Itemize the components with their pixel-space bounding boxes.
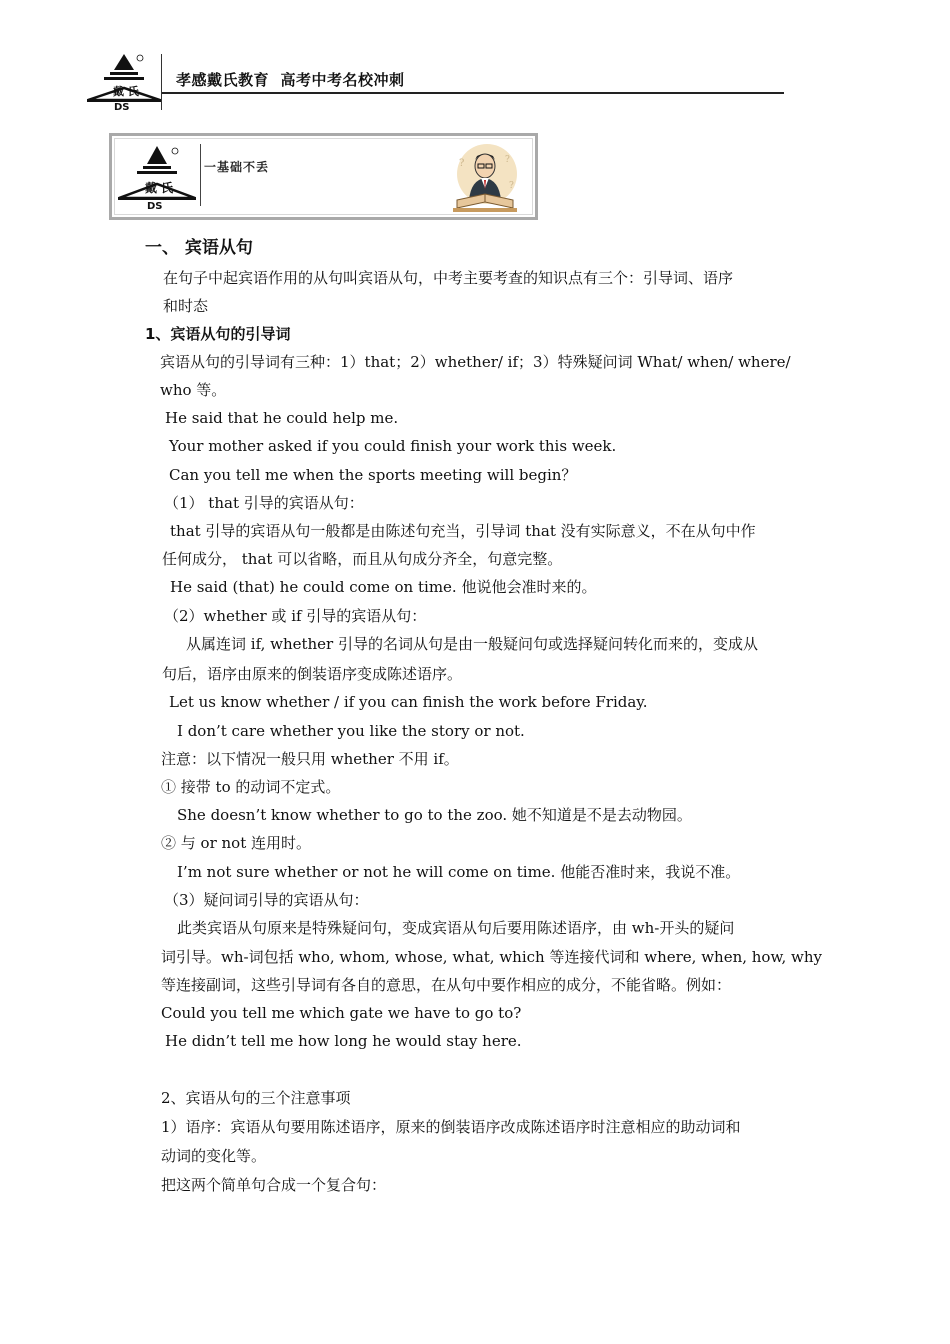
text-line: who 等。 bbox=[160, 381, 227, 399]
svg-text:?: ? bbox=[459, 158, 465, 169]
example-sentence: She doesn’t know whether to go to the zoo. 她不知道是不是去动物园。 bbox=[177, 806, 692, 824]
text-line: 词引导。wh-词包括 who, whom, whose, what, which 等连接代词和 where, when, how, why bbox=[161, 948, 823, 966]
example-sentence: He didn’t tell me how long he would stay here. bbox=[165, 1032, 522, 1050]
example-sentence: I don’t care whether you like the story or not. bbox=[177, 722, 525, 740]
text-line: （2）whether 或 if 引导的宾语从句： bbox=[164, 607, 427, 625]
text-line: 把这两个简单句合成一个复合句： bbox=[161, 1176, 387, 1194]
text-line: 动词的变化等。 bbox=[161, 1147, 267, 1165]
svg-text:戴 氏: 戴 氏 bbox=[113, 85, 139, 98]
text-line: 宾语从句的引导词有三种：1）that；2）whether/ if；3）特殊疑问词 What/ when/ where/ bbox=[160, 353, 791, 371]
example-sentence: Your mother asked if you could finish your work this week. bbox=[169, 437, 617, 455]
text-line: （1） that 引导的宾语从句： bbox=[164, 494, 364, 512]
text-line: 等连接副词，这些引导词有各自的意思，在从句中要作相应的成分，不能省略。例如： bbox=[161, 976, 732, 994]
text-line: 任何成分， that 可以省略，而且从句成分齐全，句意完整。 bbox=[162, 550, 563, 568]
subheading: 2、宾语从句的三个注意事项 bbox=[161, 1089, 351, 1107]
text-line: 在句子中起宾语作用的从句叫宾语从句，中考主要考查的知识点有三个：引导词、语序 bbox=[163, 269, 734, 287]
banner-divider bbox=[200, 144, 201, 206]
example-sentence: He said (that) he could come on time. 他说他会准时来的。 bbox=[170, 578, 597, 596]
text-line: ① 接带 to 的动词不定式。 bbox=[161, 778, 341, 796]
svg-text:DS: DS bbox=[114, 102, 130, 112]
text-line: 和时态 bbox=[163, 297, 209, 315]
example-sentence: Let us know whether / if you can finish the work before Friday. bbox=[169, 693, 648, 711]
text-line: 从属连词 if, whether 引导的名词从句是由一般疑问句或选择疑问转化而来的，变成从 bbox=[186, 635, 759, 653]
text-line: 句后，语序由原来的倒装语序变成陈述语序。 bbox=[162, 665, 463, 683]
svg-text:戴 氏: 戴 氏 bbox=[145, 181, 174, 195]
example-sentence: He said that he could help me. bbox=[165, 409, 399, 427]
svg-text:DS: DS bbox=[147, 201, 163, 210]
example-sentence: I’m not sure whether or not he will come on time. 他能否准时来，我说不准。 bbox=[177, 863, 741, 881]
ds-logo bbox=[84, 50, 164, 112]
text-line: （3）疑问词引导的宾语从句： bbox=[164, 891, 369, 909]
subheading: 1、宾语从句的引导词 bbox=[145, 325, 291, 343]
text-line: 此类宾语从句原来是特殊疑问句，变成宾语从句后要用陈述语序，由 wh-开头的疑问 bbox=[177, 919, 735, 937]
text-line: 注意：以下情况一般只用 whether 不用 if。 bbox=[161, 750, 459, 768]
banner-ds-logo bbox=[115, 142, 199, 210]
text-line: 1）语序：宾语从句要用陈述语序，原来的倒装语序改成陈述语序时注意相应的助动词和 bbox=[161, 1118, 741, 1136]
header-divider bbox=[161, 54, 162, 110]
reading-teacher-illustration bbox=[435, 144, 529, 216]
svg-text:?: ? bbox=[505, 155, 510, 165]
example-sentence: Can you tell me when the sports meeting will begin？ bbox=[169, 466, 577, 484]
header-rule bbox=[162, 92, 784, 94]
text-line: that 引导的宾语从句一般都是由陈述句充当，引导词 that 没有实际意义，不在从句中作 bbox=[170, 522, 756, 540]
section-title: 一、 宾语从句 bbox=[145, 238, 253, 258]
text-line: ② 与 or not 连用时。 bbox=[161, 834, 311, 852]
header-title: 孝感戴氏教育 高考中考名校冲刺 bbox=[176, 71, 405, 89]
banner-box bbox=[109, 133, 538, 220]
svg-text:?: ? bbox=[509, 181, 514, 191]
example-sentence: Could you tell me which gate we have to go to? bbox=[161, 1004, 522, 1022]
banner-slogan: 一基础不丢 bbox=[204, 160, 270, 174]
